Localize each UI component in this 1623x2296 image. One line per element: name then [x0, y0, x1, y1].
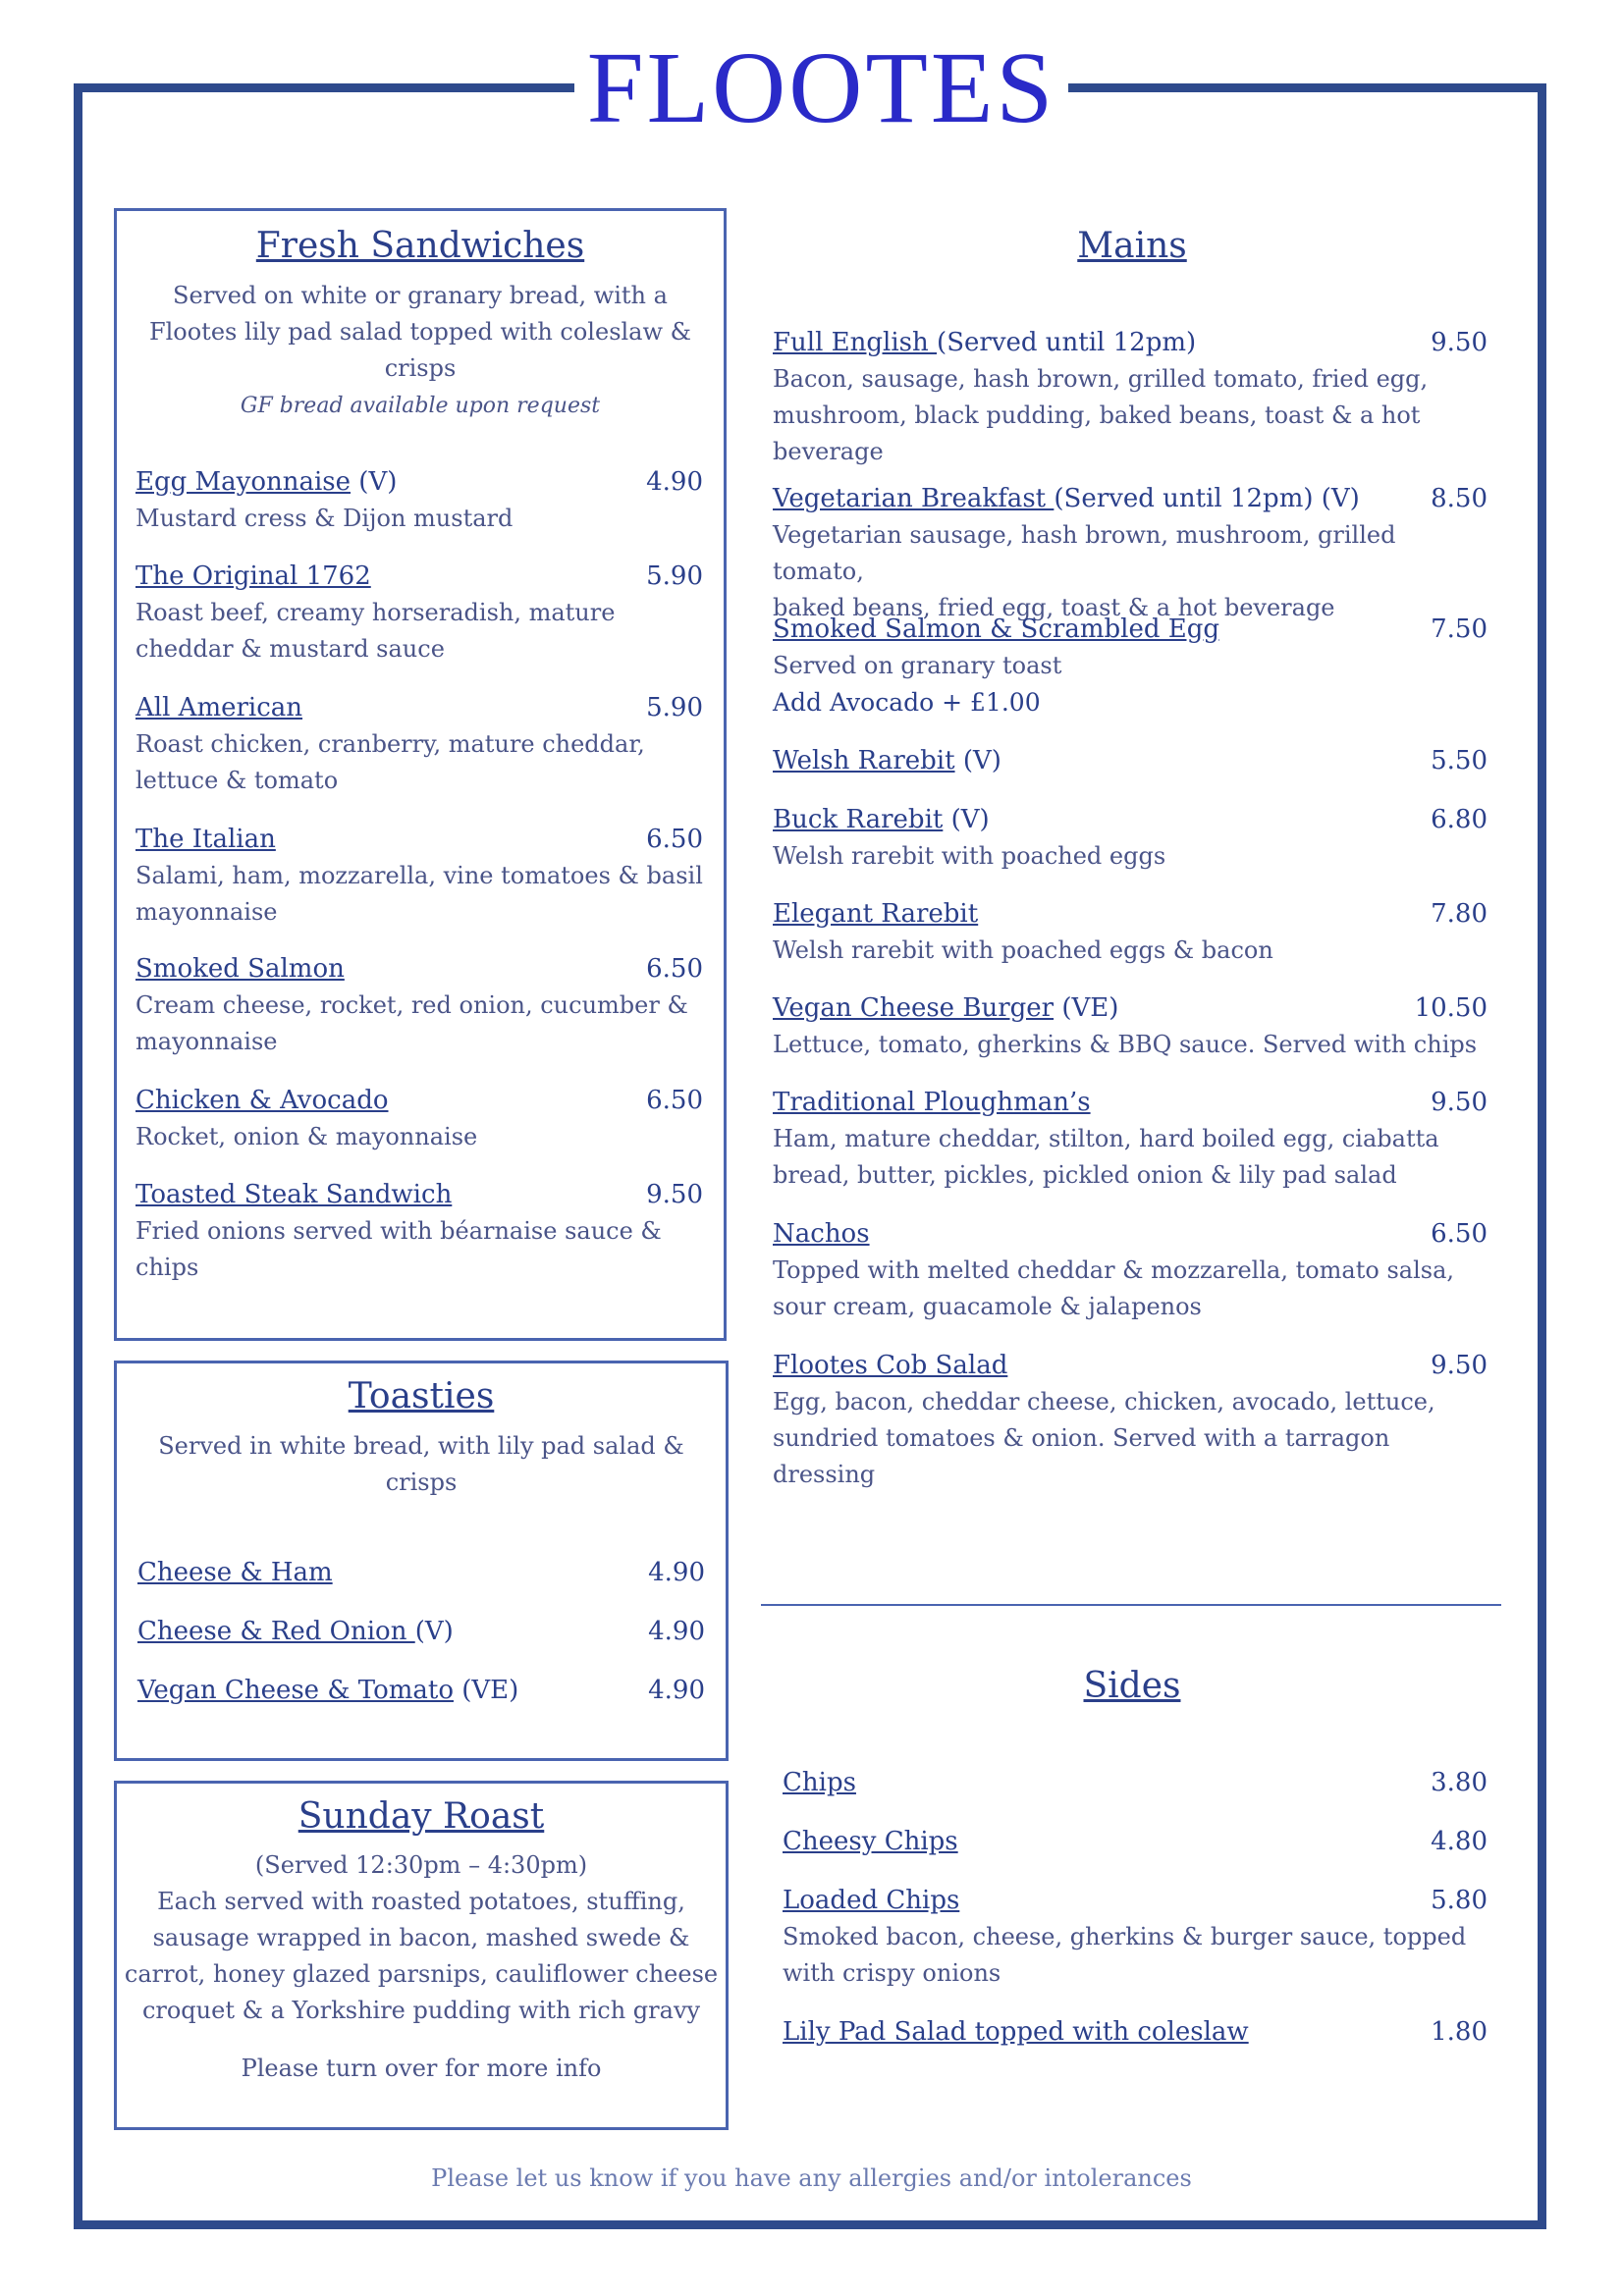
menu-item-header: [773, 324, 1488, 361]
menu-item: [135, 689, 703, 799]
menu-item-header: [773, 895, 1488, 933]
menu-item-name: Toasted Steak Sandwich: [135, 1180, 453, 1209]
section-divider: [761, 1604, 1501, 1606]
menu-item-name: Traditional Ploughman’s: [773, 1088, 1091, 1117]
menu-item-description: Bacon, sausage, hash brown, grilled tomato, fried egg,: [773, 365, 1429, 393]
menu-item-header: [135, 689, 703, 726]
menu-item: [135, 950, 703, 1060]
menu-item: [773, 611, 1488, 721]
menu-item-price: 4.90: [648, 1617, 705, 1646]
toasties-title: Toasties: [348, 1376, 495, 1416]
menu-item-price: 9.50: [646, 1180, 703, 1209]
sunday-roast-description: [114, 1847, 729, 2029]
menu-item-header: [137, 1613, 705, 1650]
menu-item: [135, 821, 703, 931]
menu-item-tag: (V): [414, 1617, 454, 1646]
menu-item-header: [783, 2013, 1488, 2051]
menu-item-price: 9.50: [1431, 1088, 1488, 1117]
menu-item-price: 6.50: [646, 1086, 703, 1115]
description-line: carrot, honey glazed parsnips, cauliflower cheese: [124, 1960, 719, 1988]
menu-item-name: Smoked Salmon: [135, 954, 345, 984]
menu-item-price: 4.80: [1431, 1827, 1488, 1856]
menu-item-price: 5.80: [1431, 1886, 1488, 1915]
menu-item-description: Egg, bacon, cheddar cheese, chicken, avocado, lettuce,: [773, 1388, 1435, 1415]
menu-item: [773, 989, 1488, 1063]
menu-item-name: Loaded Chips: [783, 1886, 960, 1915]
menu-item-description: Welsh rarebit with poached eggs: [773, 842, 1166, 870]
menu-item-description: beverage: [773, 438, 884, 465]
menu-item-name: Nachos: [773, 1219, 870, 1249]
menu-item-description: Served on granary toast: [773, 652, 1062, 679]
description-line: crisps: [385, 1468, 458, 1496]
menu-item-tag: (V): [351, 467, 398, 497]
menu-item-price: 10.50: [1414, 993, 1488, 1023]
menu-item-name: Vegetarian Breakfast: [773, 484, 1055, 513]
menu-item-header: [783, 1764, 1488, 1801]
menu-item: [773, 324, 1488, 470]
menu-item-name: Cheese & Ham: [137, 1558, 333, 1587]
menu-item-header: [135, 950, 703, 988]
menu-item-description: mayonnaise: [135, 1028, 278, 1055]
menu-item-description: Rocket, onion & mayonnaise: [135, 1123, 478, 1150]
menu-item: [137, 1613, 705, 1650]
menu-item: [773, 742, 1488, 779]
menu-item-header: [137, 1554, 705, 1591]
menu-item-description: sour cream, guacamole & jalapenos: [773, 1293, 1202, 1320]
menu-item-name: Chips: [783, 1768, 856, 1797]
menu-item-description: Salami, ham, mozzarella, vine tomatoes & basil: [135, 862, 703, 889]
menu-item-description: Vegetarian sausage, hash brown, mushroom, grilled tomato,: [773, 521, 1396, 585]
menu-item-description: Ham, mature cheddar, stilton, hard boiled egg, ciabatta: [773, 1125, 1439, 1152]
menu-item-tag: (Served until 12pm) (V): [1054, 484, 1360, 513]
menu-item-price: 6.50: [1431, 1219, 1488, 1249]
menu-item-tag: (VE): [1054, 993, 1119, 1023]
menu-item: [783, 1823, 1488, 1860]
menu-item-name: Chicken & Avocado: [135, 1086, 389, 1115]
brand-logo: FLOOTES: [574, 34, 1068, 142]
menu-item-header: [135, 821, 703, 858]
menu-item: [773, 1084, 1488, 1194]
allergy-footer: Please let us know if you have any allergies and/or intolerances: [431, 2164, 1192, 2192]
menu-item-name: Buck Rarebit: [773, 805, 944, 834]
menu-item: [773, 1347, 1488, 1493]
menu-item-description: Welsh rarebit with poached eggs & bacon: [773, 936, 1273, 964]
menu-item-description: Cream cheese, rocket, red onion, cucumber &: [135, 991, 688, 1019]
menu-item-header: [783, 1823, 1488, 1860]
menu-item-name: Lily Pad Salad topped with coleslaw: [783, 2017, 1249, 2047]
menu-item-addon: Add Avocado + £1.00: [773, 688, 1041, 717]
menu-item-price: 3.80: [1431, 1768, 1488, 1797]
menu-item: [137, 1554, 705, 1591]
description-line: croquet & a Yorkshire pudding with rich gravy: [141, 1997, 701, 2024]
menu-item-tag: (Served until 12pm): [937, 328, 1197, 357]
menu-item: [135, 463, 703, 537]
sandwiches-gf-note: GF bread available upon request: [240, 394, 601, 418]
sides-title: Sides: [1083, 1666, 1181, 1706]
menu-item-price: 6.80: [1431, 805, 1488, 834]
menu-item-name: Cheese & Red Onion: [137, 1617, 415, 1646]
description-line: crisps: [384, 354, 457, 382]
menu-item-price: 4.90: [648, 1558, 705, 1587]
menu-item-tag: (V): [954, 746, 1001, 775]
menu-item-header: [773, 1347, 1488, 1384]
menu-item-description: mushroom, black pudding, baked beans, toast & a hot: [773, 401, 1421, 429]
menu-item-price: 5.90: [646, 561, 703, 591]
menu-item-name: The Italian: [135, 825, 276, 854]
menu-item-name: Welsh Rarebit: [773, 746, 955, 775]
menu-item-name: Vegan Cheese & Tomato: [137, 1676, 454, 1705]
menu-item-description: chips: [135, 1254, 199, 1281]
menu-item-description: cheddar & mustard sauce: [135, 635, 445, 663]
menu-item-name: Egg Mayonnaise: [135, 467, 352, 497]
menu-item: [135, 558, 703, 667]
description-line: (Served 12:30pm – 4:30pm): [254, 1851, 588, 1879]
menu-item: [135, 1082, 703, 1155]
description-line: Flootes lily pad salad topped with coleslaw &: [148, 318, 692, 346]
menu-item-description: Roast chicken, cranberry, mature cheddar,: [135, 730, 645, 758]
menu-item-description: baked beans, fried egg, toast & a hot beverage: [773, 594, 1335, 621]
menu-item-header: [773, 1084, 1488, 1121]
menu-item-description: Topped with melted cheddar & mozzarella, tomato salsa,: [773, 1256, 1455, 1284]
menu-item-description: sundried tomatoes & onion. Served with a tarragon dressing: [773, 1424, 1390, 1488]
menu-item-tag: (V): [943, 805, 990, 834]
menu-item-name: Flootes Cob Salad: [773, 1351, 1008, 1380]
menu-item-header: [135, 463, 703, 501]
menu-item-name: Elegant Rarebit: [773, 899, 979, 929]
menu-item-name: Vegan Cheese Burger: [773, 993, 1055, 1023]
menu-item-description: Lettuce, tomato, gherkins & BBQ sauce. Served with chips: [773, 1031, 1478, 1058]
menu-item-header: [135, 1082, 703, 1119]
description-line: Served on white or granary bread, with a: [173, 282, 668, 309]
menu-item-price: 1.80: [1431, 2017, 1488, 2047]
menu-item-price: 4.90: [648, 1676, 705, 1705]
menu-item-price: 4.90: [646, 467, 703, 497]
menu-item-header: [135, 1176, 703, 1213]
menu-item-price: 7.80: [1431, 899, 1488, 929]
description-line: sausage wrapped in bacon, mashed swede &: [152, 1924, 690, 1951]
menu-item-description: mayonnaise: [135, 898, 278, 926]
menu-item: [773, 480, 1488, 626]
menu-item-header: [783, 1882, 1488, 1919]
menu-item-description: Smoked bacon, cheese, gherkins & burger sauce, topped: [783, 1923, 1467, 1950]
menu-item-name: All American: [135, 693, 303, 722]
mains-title: Mains: [1077, 226, 1187, 266]
sunday-roast-title: Sunday Roast: [298, 1796, 545, 1837]
menu-item: [783, 1882, 1488, 1992]
toasties-description: [114, 1428, 729, 1501]
menu-item-price: 7.50: [1431, 614, 1488, 644]
menu-item-description: Mustard cress & Dijon mustard: [135, 505, 514, 532]
menu-item-name: Cheesy Chips: [783, 1827, 958, 1856]
description-line: Each served with roasted potatoes, stuffing,: [157, 1888, 685, 1915]
menu-item: [783, 1764, 1488, 1801]
menu-item-description: bread, butter, pickles, pickled onion & lily pad salad: [773, 1161, 1397, 1189]
menu-item-description: with crispy onions: [783, 1959, 1001, 1987]
menu-item-header: [773, 801, 1488, 838]
description-line: Served in white bread, with lily pad salad &: [158, 1432, 684, 1460]
sunday-roast-note: Please turn over for more info: [241, 2055, 602, 2082]
menu-item-header: [135, 558, 703, 595]
sandwiches-description: [114, 278, 727, 387]
menu-item-header: [773, 611, 1488, 648]
sandwiches-title: Fresh Sandwiches: [255, 226, 585, 266]
menu-item: [135, 1176, 703, 1286]
menu-item: [773, 895, 1488, 969]
menu-item-header: [773, 742, 1488, 779]
menu-item-price: 9.50: [1431, 328, 1488, 357]
menu-item: [783, 2013, 1488, 2051]
menu-item: [773, 1215, 1488, 1325]
menu-item-header: [137, 1672, 705, 1709]
menu-item-price: 5.90: [646, 693, 703, 722]
menu-item-description: lettuce & tomato: [135, 767, 339, 794]
menu-item-price: 6.50: [646, 954, 703, 984]
menu-item-name: Smoked Salmon & Scrambled Egg: [773, 614, 1219, 644]
menu-item-name: The Original 1762: [135, 561, 371, 591]
menu-item: [137, 1672, 705, 1709]
menu-item: [773, 801, 1488, 875]
menu-item-description: Fried onions served with béarnaise sauce &: [135, 1217, 662, 1245]
menu-item-name: Full English: [773, 328, 938, 357]
menu-item-price: 5.50: [1431, 746, 1488, 775]
menu-item-header: [773, 480, 1488, 517]
menu-item-price: 8.50: [1431, 484, 1488, 513]
menu-item-price: 6.50: [646, 825, 703, 854]
menu-item-price: 9.50: [1431, 1351, 1488, 1380]
menu-item-description: Roast beef, creamy horseradish, mature: [135, 599, 616, 626]
menu-item-header: [773, 989, 1488, 1027]
menu-item-header: [773, 1215, 1488, 1253]
menu-item-tag: (VE): [453, 1676, 519, 1705]
